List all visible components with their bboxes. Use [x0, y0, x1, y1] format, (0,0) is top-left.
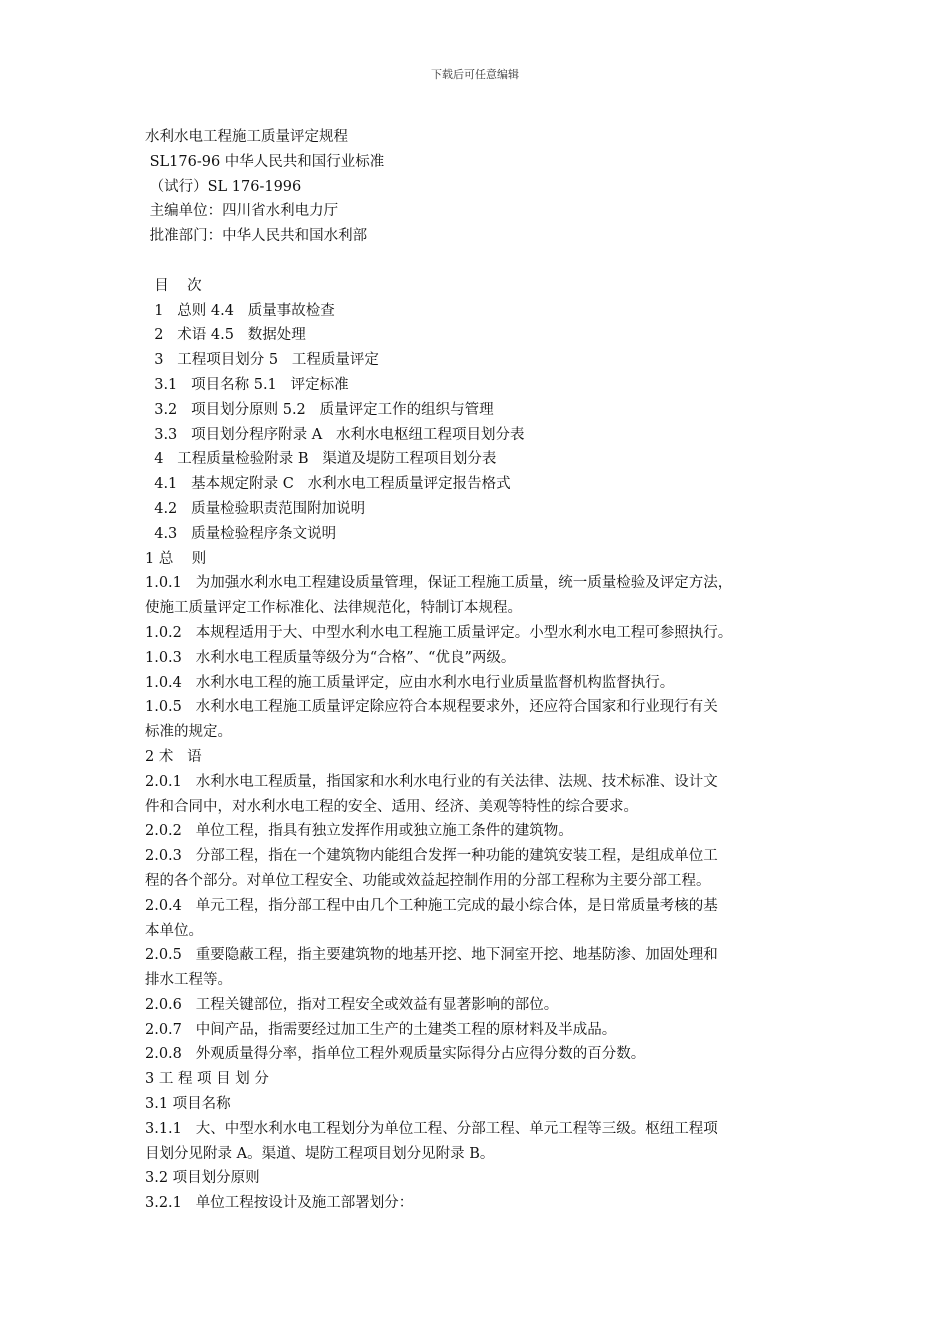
toc-item: 3 工程项目划分 5 工程质量评定	[145, 352, 379, 369]
editor-unit-line: 主编单位：四川省水利电力厅	[145, 203, 339, 220]
clause-text: 程的各个部分。对单位工程安全、功能或效益起控制作用的分部工程称为主要分部工程。	[145, 872, 711, 889]
clause-text: 2.0.3 分部工程，指在一个建筑物内能组合发挥一种功能的建筑安装工程，是组成单位工	[145, 848, 718, 865]
clause-text: 3.2.1 单位工程按设计及施工部署划分：	[145, 1195, 414, 1212]
section-heading: 3 工 程 项 目 划 分	[145, 1071, 269, 1088]
subsection-heading: 3.2 项目划分原则	[145, 1170, 260, 1187]
toc-item: 3.3 项目划分程序附录 A 水利水电枢纽工程项目划分表	[145, 426, 525, 443]
spacer	[145, 249, 825, 274]
trial-code-line: （试行）SL 176-1996	[145, 178, 302, 195]
clause-text: 目划分见附录 A。渠道、堤防工程项目划分见附录 B。	[145, 1145, 495, 1162]
clause-text: 2.0.1 水利水电工程质量，指国家和水利水电行业的有关法律、法规、技术标准、设计文	[145, 773, 718, 790]
clause-text: 本单位。	[145, 922, 203, 939]
clause-text: 2.0.6 工程关键部位，指对工程安全或效益有显著影响的部位。	[145, 996, 559, 1013]
clause-text: 1.0.2 本规程适用于大、中型水利水电工程施工质量评定。小型水利水电工程可参照执行。	[145, 624, 733, 641]
clause-text: 2.0.7 中间产品，指需要经过加工生产的土建类工程的原材料及半成品。	[145, 1021, 617, 1038]
section-heading: 2 术 语	[145, 748, 202, 765]
toc-item: 4 工程质量检验附录 B 渠道及堤防工程项目划分表	[145, 451, 497, 468]
document-title: 水利水电工程施工质量评定规程	[145, 129, 348, 145]
toc-item: 3.2 项目划分原则 5.2 质量评定工作的组织与管理	[145, 401, 494, 418]
clause-text: 2.0.2 单位工程，指具有独立发挥作用或独立施工条件的建筑物。	[145, 823, 573, 840]
toc-item: 3.1 项目名称 5.1 评定标准	[145, 376, 349, 393]
clause-text: 1.0.3 水利水电工程质量等级分为“合格”、“优良”两级。	[145, 649, 516, 666]
section-heading: 1 总 则	[145, 550, 207, 567]
clause-text: 件和合同中，对水利水电工程的安全、适用、经济、美观等特性的综合要求。	[145, 798, 638, 815]
approval-dept-line: 批准部门：中华人民共和国水利部	[145, 228, 368, 245]
document-body	[145, 125, 825, 1216]
standard-number-line: SL176-96 中华人民共和国行业标准	[145, 153, 385, 170]
toc-item: 1 总则 4.4 质量事故检查	[145, 302, 335, 319]
clause-text: 排水工程等。	[145, 972, 232, 989]
table-of-contents	[145, 299, 825, 547]
toc-item: 2 术语 4.5 数据处理	[145, 327, 306, 344]
subsection-heading: 3.1 项目名称	[145, 1096, 231, 1113]
clause-text: 3.1.1 大、中型水利水电工程划分为单位工程、分部工程、单元工程等三级。枢纽工程项	[145, 1120, 718, 1137]
toc-heading: 目 次	[145, 277, 202, 294]
clause-text: 使施工质量评定工作标准化、法律规范化，特制订本规程。	[145, 600, 522, 617]
page-header-note: 下载后可任意编辑	[431, 68, 519, 81]
clause-text: 1.0.5 水利水电工程施工质量评定除应符合本规程要求外，还应符合国家和行业现行有关	[145, 699, 718, 716]
clause-text: 2.0.8 外观质量得分率，指单位工程外观质量实际得分占应得分数的百分数。	[145, 1046, 646, 1063]
clause-text: 2.0.4 单元工程，指分部工程中由几个工种施工完成的最小综合体，是日常质量考核的基	[145, 897, 718, 914]
clause-text: 1.0.1 为加强水利水电工程建设质量管理，保证工程施工质量，统一质量检验及评定方法，	[145, 575, 733, 592]
toc-item: 4.2 质量检验职责范围附加说明	[145, 500, 366, 517]
clause-text: 2.0.5 重要隐蔽工程，指主要建筑物的地基开挖、地下洞室开挖、地基防渗、加固处理和	[145, 947, 718, 964]
clause-text: 标准的规定。	[145, 724, 232, 741]
clause-text: 1.0.4 水利水电工程的施工质量评定，应由水利水电行业质量监督机构监督执行。	[145, 674, 675, 691]
toc-item: 4.3 质量检验程序条文说明	[145, 525, 337, 542]
toc-item: 4.1 基本规定附录 C 水利水电工程质量评定报告格式	[145, 476, 511, 493]
